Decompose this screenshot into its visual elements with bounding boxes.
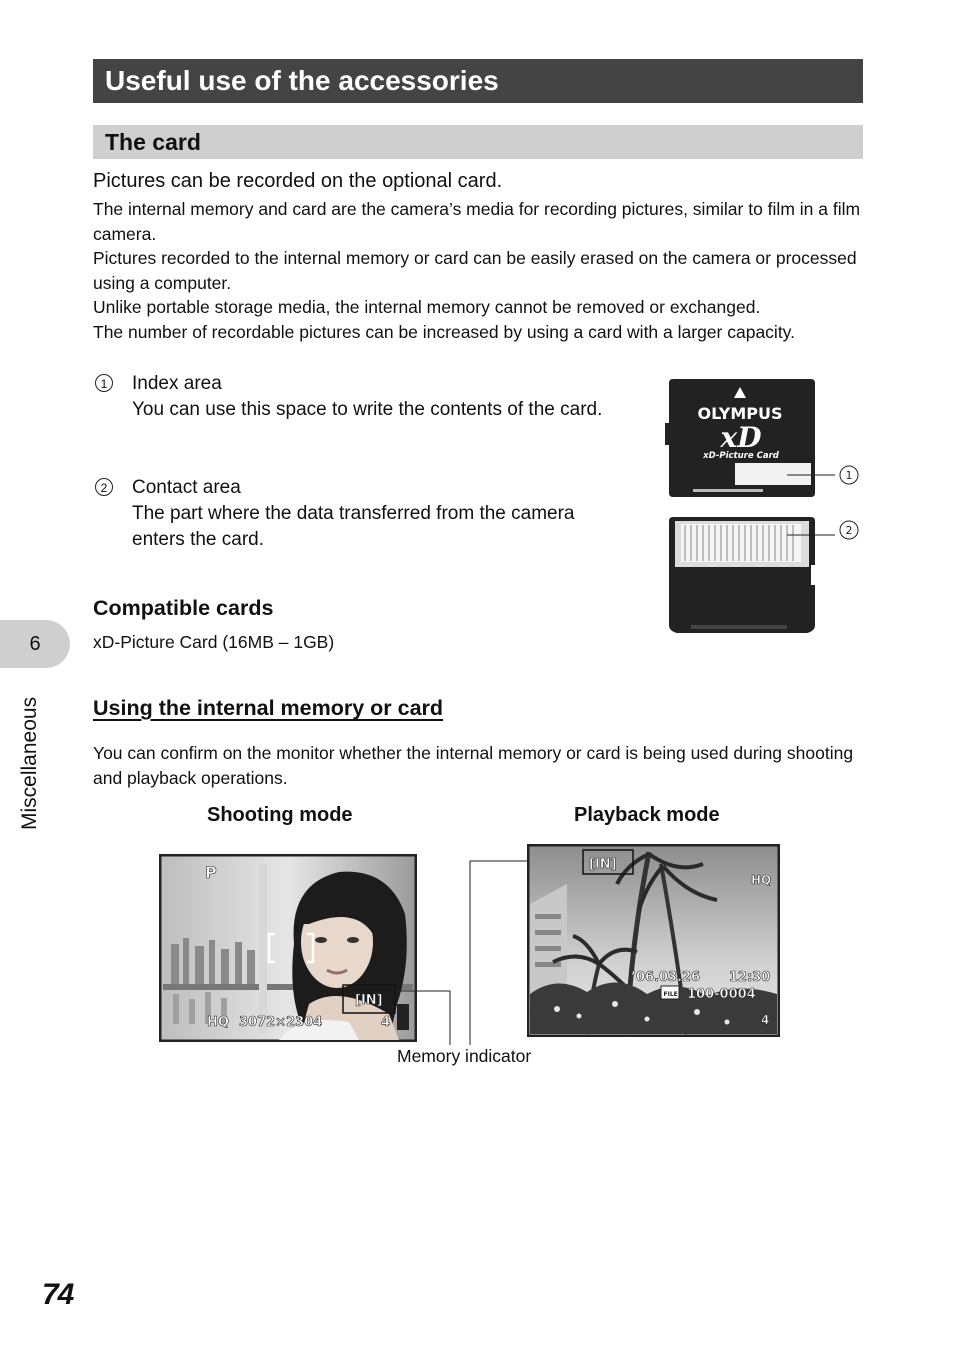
playback-frame-number: 4 (761, 1013, 770, 1027)
contact-area-description-line1: The part where the data transferred from the camera (132, 503, 575, 524)
shooting-mode-indicator: P (205, 863, 217, 882)
shooting-remaining-count: 4 (381, 1015, 391, 1030)
contact-area-number: 2 (95, 478, 113, 496)
compatible-cards-text: xD-Picture Card (16MB – 1GB) (93, 632, 335, 652)
file-icon-label: FILE (663, 991, 678, 998)
card-product-name: xD-Picture Card (703, 451, 779, 461)
page-title: Useful use of the accessories (93, 59, 863, 103)
shooting-quality: HQ (207, 1015, 229, 1030)
intro-lead: Pictures can be recorded on the optional card. (93, 170, 503, 192)
internal-memory-heading: Using the internal memory or card (93, 696, 444, 720)
contact-area-title: Contact area (132, 477, 241, 498)
playback-mode-label: Playback mode (574, 804, 720, 826)
playback-memory-indicator: [IN] (589, 857, 617, 872)
playback-quality: HQ (751, 873, 772, 887)
intro-paragraph-2: Pictures recorded to the internal memory or card can be easily erased on the camera or processed using a computer. (93, 248, 857, 293)
shooting-resolution: 3072×2304 (239, 1015, 323, 1030)
card-index-area (735, 463, 811, 485)
shooting-mode-label: Shooting mode (207, 804, 353, 826)
chapter-label: Miscellaneous (18, 696, 41, 830)
contact-area-description-line2: enters the card. (132, 529, 265, 550)
page-number: 74 (42, 1278, 74, 1311)
section-title: The card (93, 125, 863, 159)
index-area-description: You can use this space to write the contents of the card. (132, 399, 603, 420)
playback-file-number: 100-0004 (687, 987, 756, 1002)
intro-paragraph-3: Unlike portable storage media, the internal memory cannot be removed or exchanged. (93, 297, 761, 317)
card-logo: xD (720, 421, 762, 454)
chapter-tab: 6 (0, 620, 70, 668)
callout-1-label: 1 (845, 469, 853, 482)
xd-card-illustration (655, 375, 870, 640)
shooting-mode-screen (159, 854, 417, 1042)
index-area-title: Index area (132, 373, 222, 394)
playback-date: ’06.03.26 (631, 970, 701, 985)
index-area-number: 1 (95, 374, 113, 392)
intro-paragraph-1: The internal memory and card are the camera’s media for recording pictures, similar to film in a film camera. (93, 199, 861, 244)
compatible-cards-heading: Compatible cards (93, 596, 274, 620)
memory-indicator-label: Memory indicator (397, 1046, 532, 1066)
playback-mode-screen (527, 844, 780, 1037)
shooting-memory-indicator: [IN] (355, 993, 383, 1008)
intro-paragraph-4: The number of recordable pictures can be increased by using a card with a larger capacity. (93, 322, 795, 342)
card-brand: OLYMPUS (697, 404, 783, 423)
memory-indicator-callout-lines (395, 855, 535, 1050)
playback-time: 12:30 (729, 970, 771, 985)
internal-memory-text: You can confirm on the monitor whether the internal memory or card is being used during shooting and playback operations. (93, 743, 854, 788)
callout-2-label: 2 (845, 524, 853, 537)
